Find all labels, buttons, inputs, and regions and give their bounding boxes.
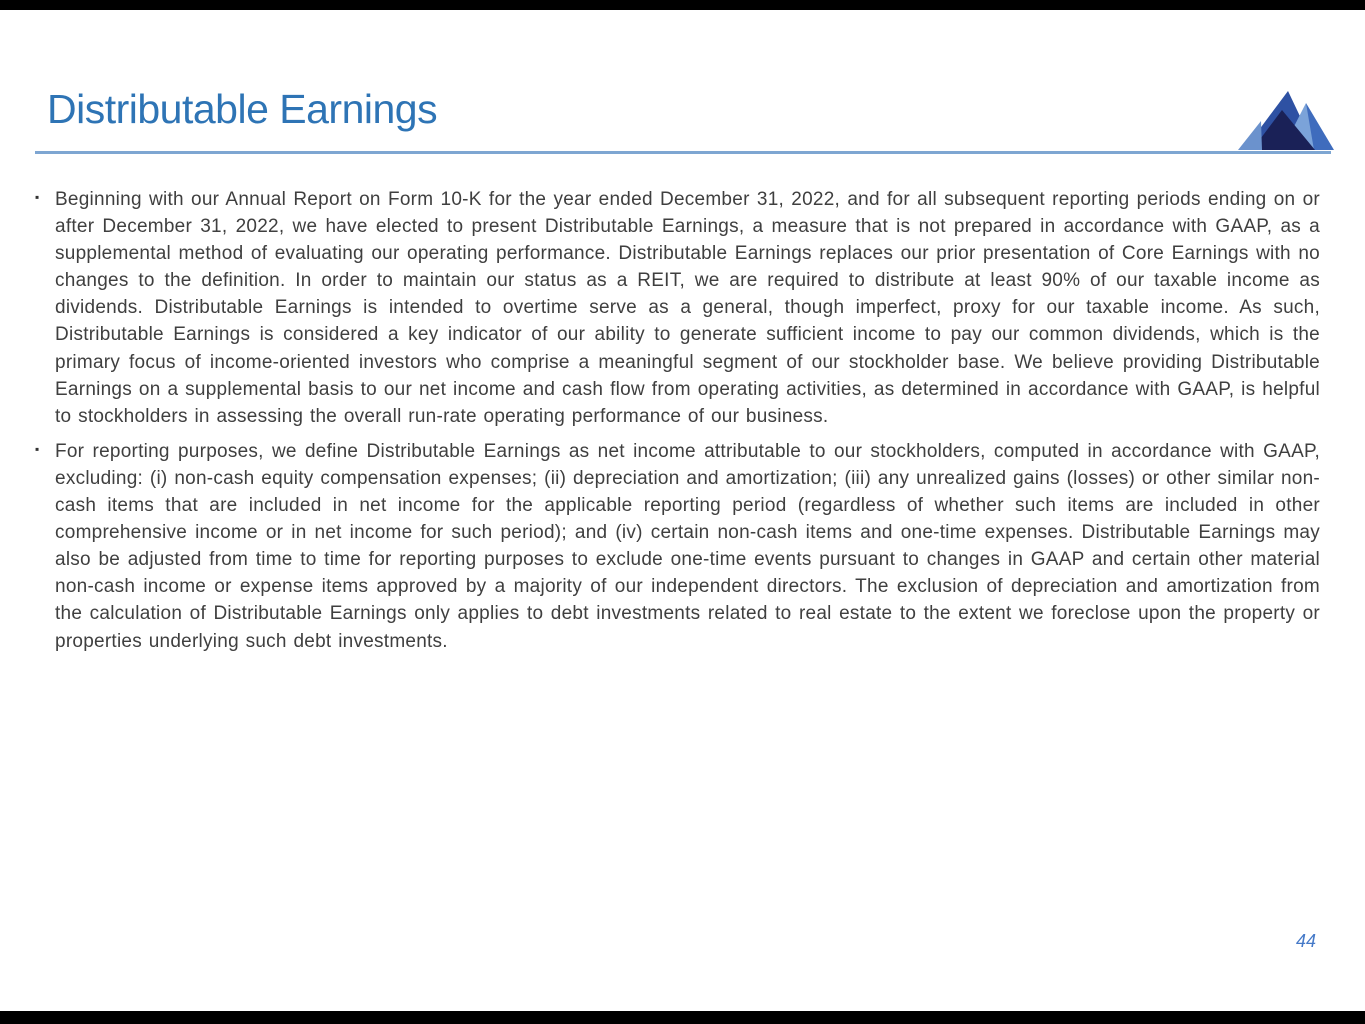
mountain-left-wedge (1238, 121, 1262, 150)
top-letterbox-bar (0, 0, 1365, 10)
title-underline-rule (35, 151, 1331, 154)
bottom-letterbox-bar (0, 1011, 1365, 1024)
bullet-item-2 (35, 438, 1320, 655)
bullet-square-icon: ▪ (35, 441, 40, 456)
bullet-text-1: Beginning with our Annual Report on Form 10-K for the year ended December 31, 2022, and for all subsequent reporting periods ending on or after December 31, 2022, we have elected to present Distributable Earnings, a measure that is not prepared in accordance with GAAP, as a supplemental method of evaluating our operating performance. Distributable Earnings replaces our prior presentation of Core Earnings with no changes to the definition. In order to maintain our status as a REIT, we are required to distribute at least 90% of our taxable income as dividends. Distributable Earnings is intended to overtime serve as a general, though imperfect, proxy for our taxable income. As such, Distributable Earnings is considered a key indicator of our ability to generate sufficient income to pay our common dividends, which is the primary focus of income-oriented investors who comprise a meaningful segment of our stockholder base. We believe providing Distributable Earnings on a supplemental basis to our net income and cash flow from operating activities, as determined in accordance with GAAP, is helpful to stockholders in assessing the overall run-rate operating performance of our business. (55, 189, 1320, 427)
mountain-logo (1238, 84, 1334, 150)
bullet-text-2: For reporting purposes, we define Distributable Earnings as net income attributable to our stockholders, computed in accordance with GAAP, excluding: (i) non-cash equity compensation expenses; (ii) depreciation and amortization; (iii) any unrealized gains (losses) or other similar non-cash items that are included in net income for the applicable reporting period (regardless of whether such items are included in other comprehensive income or in net income for such period); and (iv) certain non-cash items and one-time expenses. Distributable Earnings may also be adjusted from time to time for reporting purposes to exclude one-time events pursuant to changes in GAAP and certain other material non-cash income or expense items approved by a majority of our independent directors. The exclusion of depreciation and amortization from the calculation of Distributable Earnings only applies to debt investments related to real estate to the extent we foreclose upon the property or properties underlying such debt investments. (55, 440, 1320, 652)
bullet-square-icon: ▪ (35, 190, 40, 204)
slide-title: Distributable Earnings (47, 86, 438, 132)
bullet-item-1 (35, 186, 1320, 430)
page-number: 44 (1295, 931, 1316, 951)
bullet-list (35, 186, 1320, 655)
